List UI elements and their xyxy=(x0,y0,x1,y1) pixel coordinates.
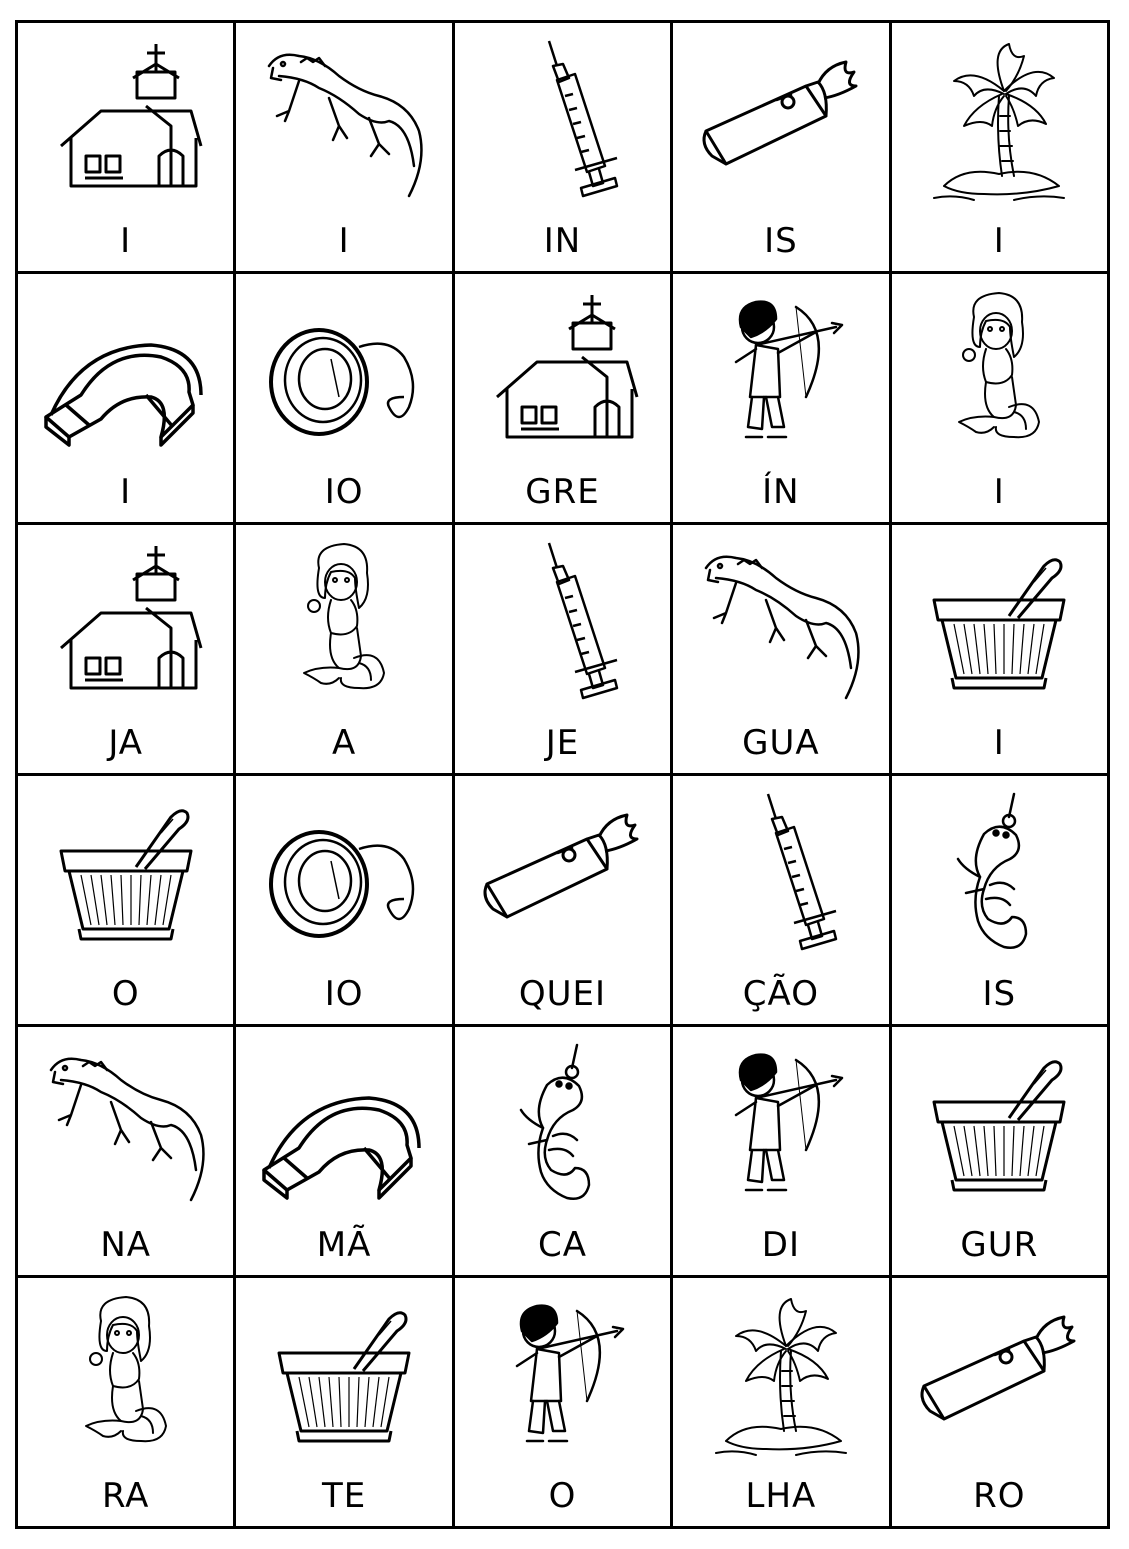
syllable-label: I xyxy=(993,723,1005,763)
syllable-card xyxy=(673,1278,891,1529)
syllable-card-grid xyxy=(15,20,1110,1529)
syllable-card xyxy=(236,776,454,1027)
syllable-card xyxy=(18,525,236,776)
syllable-card xyxy=(455,776,673,1027)
syllable-card xyxy=(673,776,891,1027)
syllable-card xyxy=(455,23,673,274)
syllable-card xyxy=(673,525,891,776)
syllable-card xyxy=(455,525,673,776)
syllable-label: JA xyxy=(108,723,144,763)
island-icon xyxy=(892,31,1107,211)
syllable-card xyxy=(892,1278,1110,1529)
matchbox-icon xyxy=(455,784,670,964)
syllable-card xyxy=(18,1027,236,1278)
syllable-card xyxy=(18,776,236,1027)
church-icon xyxy=(18,533,233,713)
syllable-label: IO xyxy=(324,472,364,512)
church-icon xyxy=(18,31,233,211)
syllable-label: TE xyxy=(321,1476,367,1516)
syllable-card xyxy=(18,274,236,525)
mermaid-icon xyxy=(236,533,451,713)
mermaid-icon xyxy=(892,282,1107,462)
syllable-label: QUEI xyxy=(518,974,607,1014)
syllable-label: ÍN xyxy=(762,472,800,512)
syllable-card xyxy=(892,274,1110,525)
yogurt-icon xyxy=(236,1286,451,1466)
syllable-label: IN xyxy=(543,221,582,261)
bait-worm-icon xyxy=(892,784,1107,964)
syllable-label: A xyxy=(331,723,357,763)
syllable-card xyxy=(236,525,454,776)
syllable-card xyxy=(892,525,1110,776)
church-icon xyxy=(455,282,670,462)
syllable-card xyxy=(673,1027,891,1278)
syllable-card xyxy=(18,1278,236,1529)
matchbox-icon xyxy=(673,31,888,211)
matchbox-icon xyxy=(892,1286,1107,1466)
syllable-card xyxy=(18,23,236,274)
magnet-icon xyxy=(236,1035,451,1215)
syllable-label: I xyxy=(120,221,132,261)
syllable-card xyxy=(236,274,454,525)
yogurt-icon xyxy=(892,1035,1107,1215)
archer-boy-icon xyxy=(455,1286,670,1466)
syllable-label: GRE xyxy=(525,472,600,512)
syllable-label: NA xyxy=(100,1225,152,1265)
syllable-label: I xyxy=(993,221,1005,261)
syllable-card xyxy=(236,23,454,274)
syllable-card xyxy=(455,274,673,525)
syllable-label: GUR xyxy=(960,1225,1039,1265)
syllable-label: DI xyxy=(761,1225,800,1265)
yogurt-icon xyxy=(892,533,1107,713)
mermaid-icon xyxy=(18,1286,233,1466)
syringe-icon xyxy=(673,784,888,964)
syllable-card xyxy=(892,23,1110,274)
yoyo-icon xyxy=(236,784,451,964)
syllable-label: I xyxy=(338,221,350,261)
syllable-card xyxy=(892,1027,1110,1278)
syringe-icon xyxy=(455,533,670,713)
yoyo-icon xyxy=(236,282,451,462)
syllable-label: IS xyxy=(764,221,798,261)
syllable-label: O xyxy=(111,974,140,1014)
iguana-icon xyxy=(236,31,451,211)
syllable-card xyxy=(673,23,891,274)
syllable-label: CA xyxy=(537,1225,587,1265)
syringe-icon xyxy=(455,31,670,211)
syllable-label: IS xyxy=(982,974,1017,1014)
syllable-label: O xyxy=(548,1476,577,1516)
island-icon xyxy=(673,1286,888,1466)
syllable-label: I xyxy=(120,472,132,512)
syllable-card xyxy=(236,1278,454,1529)
syllable-label: LHA xyxy=(745,1476,817,1516)
iguana-icon xyxy=(673,533,888,713)
syllable-label: RA xyxy=(101,1476,150,1516)
syllable-card xyxy=(455,1278,673,1529)
syllable-label: IO xyxy=(324,974,364,1014)
syllable-card xyxy=(455,1027,673,1278)
yogurt-icon xyxy=(18,784,233,964)
magnet-icon xyxy=(18,282,233,462)
syllable-card xyxy=(892,776,1110,1027)
syllable-card xyxy=(236,1027,454,1278)
syllable-label: I xyxy=(993,472,1005,512)
syllable-label: ÇÃO xyxy=(742,974,819,1014)
syllable-label: JE xyxy=(545,723,580,763)
bait-worm-icon xyxy=(455,1035,670,1215)
iguana-icon xyxy=(18,1035,233,1215)
archer-boy-icon xyxy=(673,1035,888,1215)
syllable-label: GUA xyxy=(742,723,820,763)
archer-boy-icon xyxy=(673,282,888,462)
syllable-label: RO xyxy=(973,1476,1026,1516)
syllable-card xyxy=(673,274,891,525)
syllable-label: MÃ xyxy=(316,1225,372,1265)
